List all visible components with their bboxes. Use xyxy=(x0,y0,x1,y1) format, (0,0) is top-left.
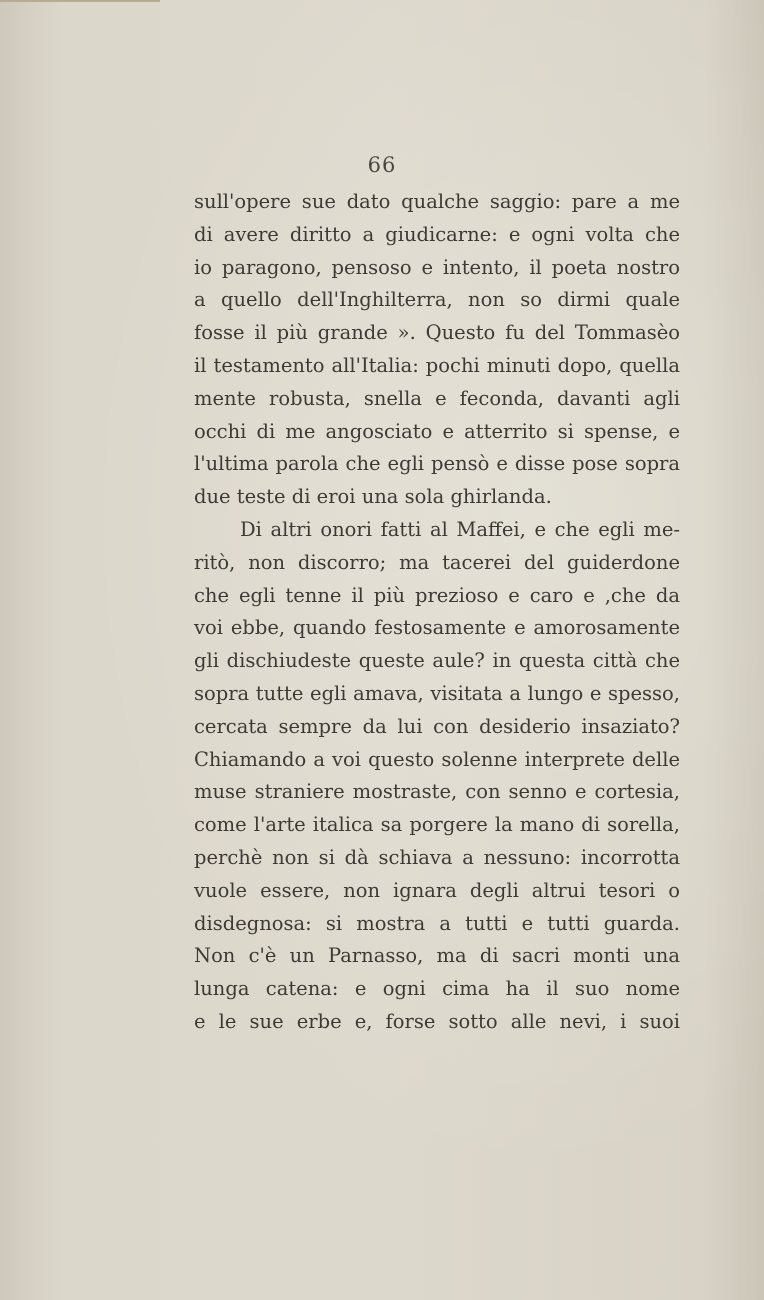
text-line: cercata sempre da lui con desiderio insaziato? xyxy=(194,714,680,738)
page-number: 66 xyxy=(367,153,397,177)
body-text xyxy=(194,186,680,1039)
text-line: perchè non si dà schiava a nessuno: incorrotta xyxy=(194,845,680,869)
text-line: Non c'è un Parnasso, ma di sacri monti una xyxy=(194,944,680,968)
text-line: che egli tenne il più prezioso e caro e ,che da xyxy=(194,583,680,607)
text-line: io paragono, pensoso e intento, il poeta nostro xyxy=(194,255,680,279)
text-line: due teste di eroi una sola ghirlanda. xyxy=(194,485,552,509)
text-line: e le sue erbe e, forse sotto alle nevi, i suoi xyxy=(194,1009,680,1033)
text-line: Chiamando a voi questo solenne interprete delle xyxy=(194,747,680,771)
text-line: voi ebbe, quando festosamente e amorosamente xyxy=(194,616,680,640)
text-line: muse straniere mostraste, con senno e cortesia, xyxy=(194,780,680,804)
text-line: Di altri onori fatti al Maffei, e che egli me- xyxy=(240,517,680,541)
text-line: come l'arte italica sa porgere la mano di sorella, xyxy=(194,813,680,837)
text-line: fosse il più grande ». Questo fu del Tommasèo xyxy=(194,321,680,345)
text-line: mente robusta, snella e feconda, davanti agli xyxy=(194,386,680,410)
text-line: a quello dell'Inghilterra, non so dirmi quale xyxy=(194,288,680,312)
text-line: gli dischiudeste queste aule? in questa città che xyxy=(194,649,680,673)
text-line: occhi di me angosciato e atterrito si spense, e xyxy=(194,419,680,443)
text-line: di avere diritto a giudicarne: e ogni volta che xyxy=(194,222,680,246)
text-line: vuole essere, non ignara degli altrui tesori o xyxy=(194,878,680,902)
text-line: il testamento all'Italia: pochi minuti dopo, quella xyxy=(194,353,680,377)
text-line: lunga catena: e ogni cima ha il suo nome xyxy=(194,977,680,1001)
text-line: sopra tutte egli amava, visitata a lungo e spesso, xyxy=(194,681,680,705)
text-line: sull'opere sue dato qualche saggio: pare a me xyxy=(194,190,680,213)
text-line: disdegnosa: si mostra a tutti e tutti guarda. xyxy=(194,911,680,935)
text-line: ritò, non discorro; ma tacerei del guiderdone xyxy=(194,550,680,574)
text-line: l'ultima parola che egli pensò e disse pose sopra xyxy=(194,452,680,476)
